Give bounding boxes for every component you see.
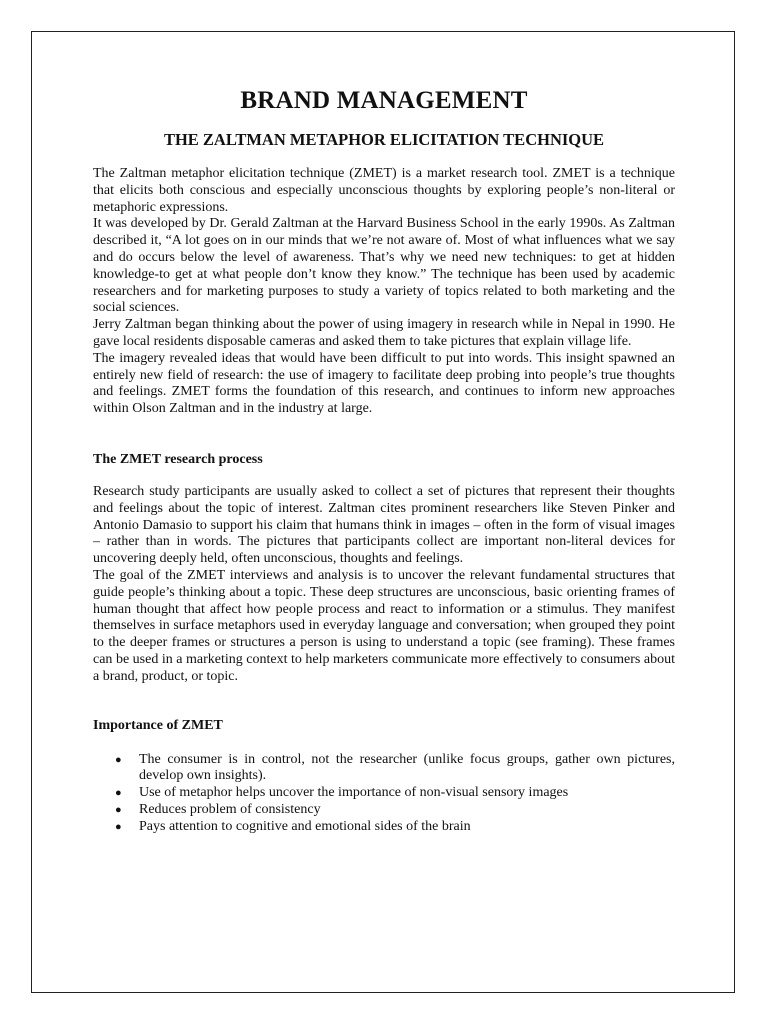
list-item bbox=[93, 785, 675, 802]
importance-section bbox=[93, 717, 675, 836]
list-item bbox=[93, 752, 675, 786]
intro-paragraph: Jerry Zaltman began thinking about the power of using imagery in research while in Nepal in 1990. He gave local residents disposable cameras and asked them to take pictures that explain village life. bbox=[93, 317, 675, 349]
list-item bbox=[93, 819, 675, 836]
list-item-text: The consumer is in control, not the researcher (unlike focus groups, gather own pictures, develop own insights). bbox=[139, 751, 675, 784]
process-heading: The ZMET research process bbox=[93, 451, 263, 467]
intro-paragraph: The Zaltman metaphor elicitation technique (ZMET) is a market research tool. ZMET is a technique that elicits both conscious and especially unconscious thoughts by exploring people’s non-literal or metaphoric expressions. bbox=[93, 166, 675, 215]
document-subtitle: THE ZALTMAN METAPHOR ELICITATION TECHNIQUE bbox=[163, 130, 605, 149]
intro-paragraph: It was developed by Dr. Gerald Zaltman at the Harvard Business School in the early 1990s. As Zaltman described it, “A lot goes on in our minds that we’re not aware of. Most of what influences what we say and do occurs below the level of awareness. That’s why we need new techniques: to get at hidden knowledge-to get at what people don’t know they know.” The technique has been used by academic researchers and for marketing purposes to study a variety of topics related to both marketing and the social sciences. bbox=[93, 216, 675, 316]
process-paragraph: The goal of the ZMET interviews and analysis is to uncover the relevant fundamental structures that guide people’s thinking about a topic. These deep structures are unconscious, basic orienting frames of human thought that affect how people process and react to information or a stimulus. They manifest themselves in surface metaphors used in everyday language and conversation; when grouped they point to the deeper frames or structures a person is using to understand a topic (see framing). These frames can be used in a marketing context to help marketers communicate more effectively to consumers about a brand, product, or topic. bbox=[93, 567, 675, 684]
list-item-text: Use of metaphor helps uncover the importance of non-visual sensory images bbox=[139, 785, 569, 801]
bullet-icon: ● bbox=[115, 803, 122, 816]
list-item-text: Reduces problem of consistency bbox=[139, 801, 321, 817]
process-section bbox=[93, 451, 675, 686]
bullet-icon: ● bbox=[115, 820, 122, 833]
list-item bbox=[93, 802, 675, 819]
process-paragraph: Research study participants are usually asked to collect a set of pictures that represent their thoughts and feelings about the topic of interest. Zaltman cites prominent researchers like Steven Pinker and Antonio Damasio to support his claim that humans think in images – often in the form of visual images – rather than in words. The pictures that participants collect are important non-literal devices for uncovering deeply held, often unconscious, thoughts and feelings. bbox=[93, 483, 675, 567]
bullet-icon: ● bbox=[115, 753, 122, 766]
importance-heading: Importance of ZMET bbox=[93, 717, 223, 733]
document-body bbox=[93, 84, 675, 836]
importance-list bbox=[93, 752, 675, 836]
document-title: BRAND MANAGEMENT bbox=[240, 87, 528, 114]
intro-paragraph: The imagery revealed ideas that would have been difficult to put into words. This insight spawned an entirely new field of research: the use of imagery to facilitate deep probing into people’s true thoughts and feelings. ZMET forms the foundation of this research, and continues to inform new approaches within Olson Zaltman and in the industry at large. bbox=[93, 350, 675, 417]
list-item-text: Pays attention to cognitive and emotional sides of the brain bbox=[139, 818, 471, 834]
intro-section bbox=[93, 166, 675, 418]
bullet-icon: ● bbox=[115, 787, 122, 800]
